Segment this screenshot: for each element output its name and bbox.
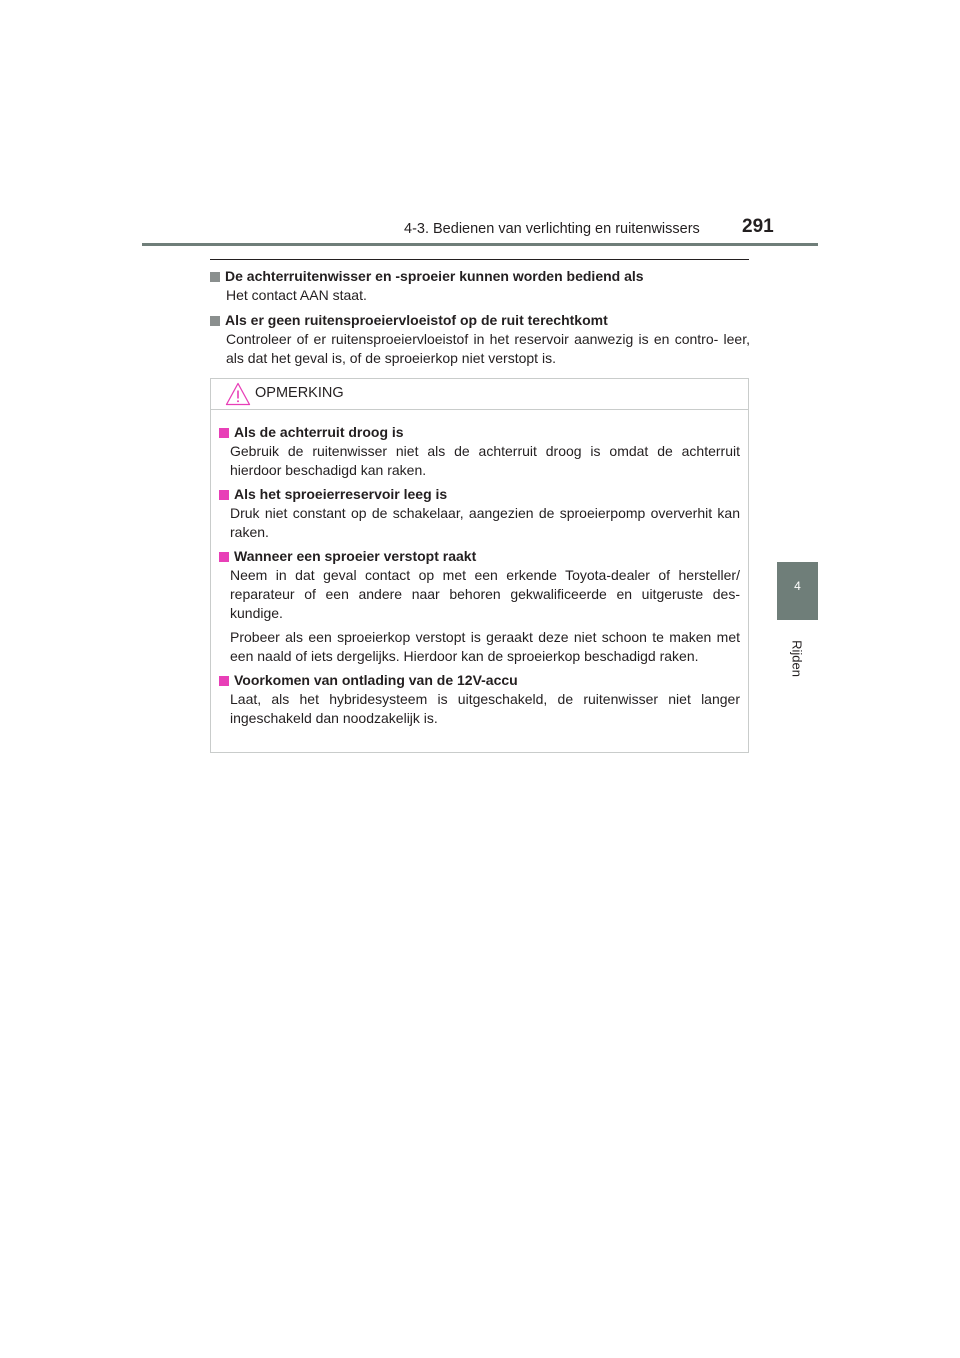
section-body: Controleer of er ruitensproeiervloeistof in het reservoir aanwezig is en contro- leer, als dat het geval is, of de sproeierkop niet verstopt is. [226,331,750,366]
notice-item-body: Druk niet constant op de schakelaar, aangezien de sproeierpomp oververhit kan raken. [230,505,740,540]
square-bullet-icon [219,428,229,438]
running-header: 4-3. Bedienen van verlichting en ruitenwissers [404,221,700,237]
notice-header [211,379,748,410]
info-section [210,267,750,305]
section-title: De achterruitenwisser en -sproeier kunnen worden bediend als [225,268,644,284]
notice-body [211,410,748,728]
chapter-label: Rijden [789,640,805,677]
section-body: Het contact AAN staat. [226,287,367,303]
square-bullet-icon [210,272,220,282]
section-title: Als er geen ruitensproeiervloeistof op de ruit terechtkomt [225,312,608,328]
notice-item-title: Als de achterruit droog is [234,424,404,440]
notice-item-body: Gebruik de ruitenwisser niet als de achterruit droog is omdat de achterruit hierdoor beschadigd kan raken. [230,443,740,478]
chapter-number: 4 [794,579,801,593]
notice-item-body: Neem in dat geval contact op met een erkende Toyota-dealer of hersteller/ reparateur of een andere naar behoren gekwalificeerde en uitgeruste des- kundige. [230,567,740,621]
warning-triangle-icon [225,382,251,406]
notice-title: OPMERKING [255,385,344,401]
content-top-rule [210,259,749,260]
info-sections [210,267,750,374]
notice-box [210,378,749,753]
page-number: 291 [742,216,774,237]
chapter-tab [777,562,818,620]
notice-item-title: Wanneer een sproeier verstopt raakt [234,548,477,564]
notice-item-title: Als het sproeierreservoir leeg is [234,486,448,502]
square-bullet-icon [210,316,220,326]
notice-item-body: Laat, als het hybridesysteem is uitgeschakeld, de ruitenwisser niet langer ingeschakeld dan noodzakelijk is. [230,691,740,726]
notice-item [219,485,740,542]
notice-item [219,671,740,728]
square-bullet-icon [219,552,229,562]
square-bullet-icon [219,490,229,500]
notice-item [219,547,740,666]
notice-item-body: Probeer als een sproeierkop verstopt is geraakt deze niet schoon te maken met een naald of iets dergelijks. Hierdoor kan de sproeierkop beschadigd raken. [230,629,740,664]
info-section [210,311,750,368]
square-bullet-icon [219,676,229,686]
notice-item-title: Voorkomen van ontlading van de 12V-accu [234,672,518,688]
notice-item [219,423,740,480]
header-rule [142,243,818,246]
